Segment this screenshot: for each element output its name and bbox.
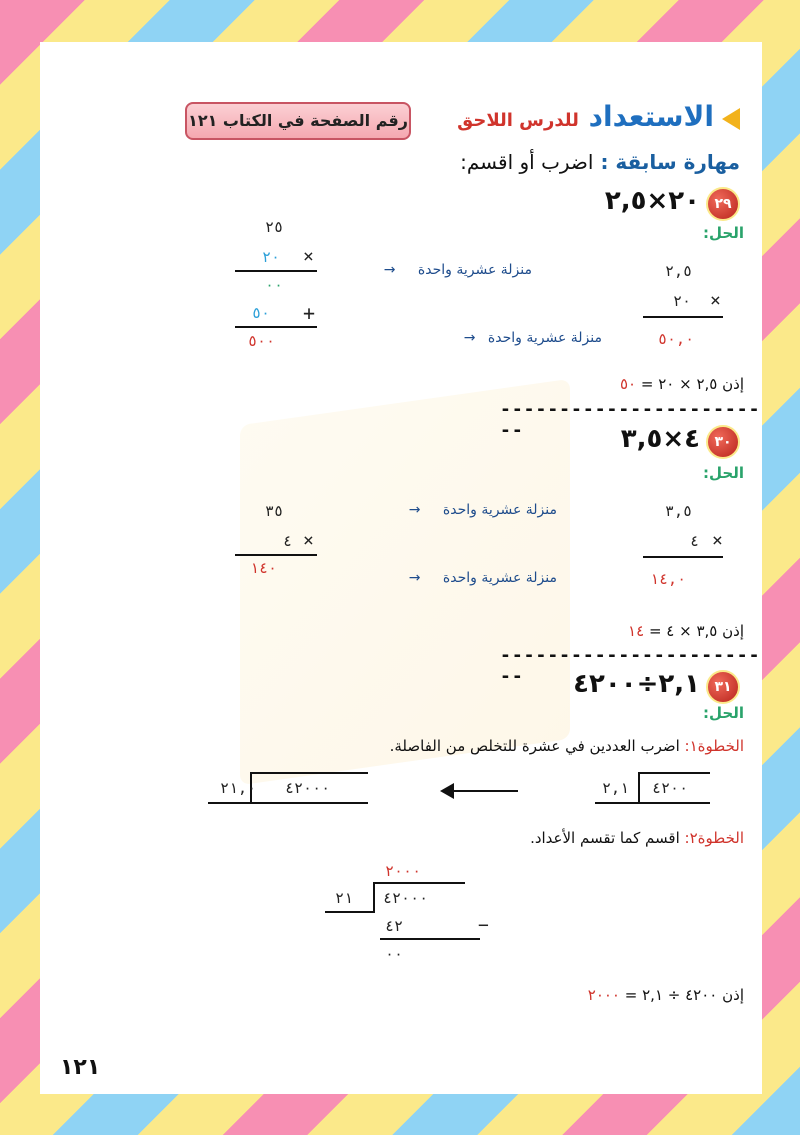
q31-step2-label: الخطوة٢: [684, 829, 744, 847]
q31-long-dividend: ٤٢٠٠٠ [383, 889, 429, 907]
arrow-left-line [448, 790, 518, 792]
q30-note1 [409, 502, 557, 518]
q30-right-row1: ٣,٥ [665, 502, 693, 520]
q31-olddiv-bar [638, 772, 710, 774]
q30-result-value: ١٤ [628, 622, 645, 640]
question-29-expression: ٢٠×٢,٥ [604, 186, 700, 216]
q29-note2-text: منزلة عشرية واحدة [487, 330, 602, 346]
q30-left-row1: ٣٥ [265, 502, 284, 520]
q30-left-row2: ٤ [283, 532, 293, 550]
q29-right-line [643, 316, 723, 318]
worksheet-page [40, 42, 762, 1094]
q29-right-row1: ٢,٥ [665, 262, 693, 280]
q31-long-subline [380, 938, 480, 940]
q31-olddiv-bracket [638, 772, 640, 802]
triangle-icon [722, 108, 740, 130]
q31-newdiv-baseline [208, 802, 368, 804]
question-number-30: ٣٠ [706, 425, 740, 459]
solution-label-29: الحل: [703, 224, 744, 242]
q31-long-baseline [325, 911, 375, 913]
q31-result-value: ٢٠٠٠ [587, 986, 620, 1004]
q31-step1-label: الخطوة١: [684, 737, 744, 755]
q31-step1 [390, 737, 744, 755]
q29-note1 [384, 262, 532, 278]
skill-text: اضرب أو اقسم: [460, 150, 594, 174]
q29-left-row4: ٥٠ [252, 304, 271, 322]
q29-result-value: ٥٠ [619, 375, 637, 393]
q31-long-bracket [373, 882, 375, 912]
q29-note1-text: منزلة عشرية واحدة [417, 262, 532, 278]
q30-left-row3: ١٤٠ [250, 559, 278, 577]
q29-left-row3: ٠٠ [265, 276, 284, 294]
question-number-29: ٢٩ [706, 187, 740, 221]
arrow-right-icon: → [408, 570, 421, 586]
q29-right-row3: ٥٠,٠ [658, 330, 695, 348]
page-number: ١٢١ [60, 1055, 101, 1080]
q30-result-text: إذن ٣,٥ × ٤ = [648, 622, 744, 640]
separator-dashes-2: ------------------------ [500, 645, 761, 687]
q31-long-minus: − [478, 915, 493, 936]
q29-right-times: × [710, 290, 725, 311]
q30-note2 [409, 570, 557, 586]
q31-step2 [530, 829, 744, 847]
q31-olddiv-dividend: ٤٢٠٠ [652, 779, 689, 797]
question-number-31: ٣١ [706, 670, 740, 704]
q30-right-row3: ١٤,٠ [650, 570, 687, 588]
q30-note2-text: منزلة عشرية واحدة [442, 570, 557, 586]
q31-step2-text: اقسم كما تقسم الأعداد. [530, 829, 680, 847]
question-31-expression: ٢,١÷٤٢٠٠ [573, 669, 700, 699]
q31-long-subtract: ٤٢ [385, 917, 404, 935]
q31-newdiv-dividend: ٤٢٠٠٠ [285, 779, 331, 797]
arrow-left-icon [440, 783, 454, 799]
q30-right-times: × [712, 530, 727, 551]
q31-olddiv-baseline [595, 802, 710, 804]
section-title [457, 100, 714, 133]
q29-left-row5: ٥٠٠ [248, 332, 276, 350]
q30-left-line [235, 554, 317, 556]
solution-label-31: الحل: [703, 704, 744, 722]
q31-olddiv-divisor: ٢,١ [602, 779, 630, 797]
q29-note2 [464, 330, 602, 346]
q30-result [628, 622, 744, 640]
q29-result [620, 375, 744, 393]
q30-right-row2: ٤ [690, 532, 700, 550]
q31-long-quotient: ٢٠٠٠ [385, 862, 422, 880]
q29-left-times: × [303, 246, 318, 267]
arrow-right-icon: → [383, 262, 396, 278]
page-reference-badge: رقم الصفحة في الكتاب ١٢١ [185, 102, 411, 140]
arrow-right-icon: → [463, 330, 476, 346]
q29-result-text: إذن ٢,٥ × ٢٠ = [640, 375, 744, 393]
q31-newdiv-divisor: ٢١,٠ [220, 779, 257, 797]
q31-long-bar [373, 882, 465, 884]
q30-left-times: × [303, 530, 318, 551]
q29-left-line1 [235, 270, 317, 272]
title-main: الاستعداد [588, 100, 714, 133]
q29-left-row2: ٢٠ [262, 248, 281, 266]
q31-result-text: إذن ٤٢٠٠ ÷ ٢,١ = [624, 986, 744, 1004]
title-small: للدرس اللاحق [457, 110, 579, 131]
q29-left-plus: + [303, 301, 320, 325]
q31-newdiv-bar [250, 772, 368, 774]
q31-long-remainder: ٠٠ [385, 945, 404, 963]
q31-step1-text: اضرب العددين في عشرة للتخلص من الفاصلة. [389, 737, 680, 755]
skill-label: مهارة سابقة : [600, 150, 740, 174]
skill-heading [460, 150, 740, 174]
q31-result [588, 986, 744, 1004]
solution-label-30: الحل: [703, 464, 744, 482]
q31-long-divisor: ٢١ [335, 889, 354, 907]
q29-left-line2 [235, 326, 317, 328]
q29-left-row1: ٢٥ [265, 218, 284, 236]
q30-right-line [643, 556, 723, 558]
question-30-expression: ٤×٣,٥ [620, 424, 700, 454]
q30-note1-text: منزلة عشرية واحدة [442, 502, 557, 518]
arrow-right-icon: → [408, 502, 421, 518]
separator-dashes-1: ------------------------ [500, 399, 761, 441]
q29-right-row2: ٢٠ [673, 292, 692, 310]
